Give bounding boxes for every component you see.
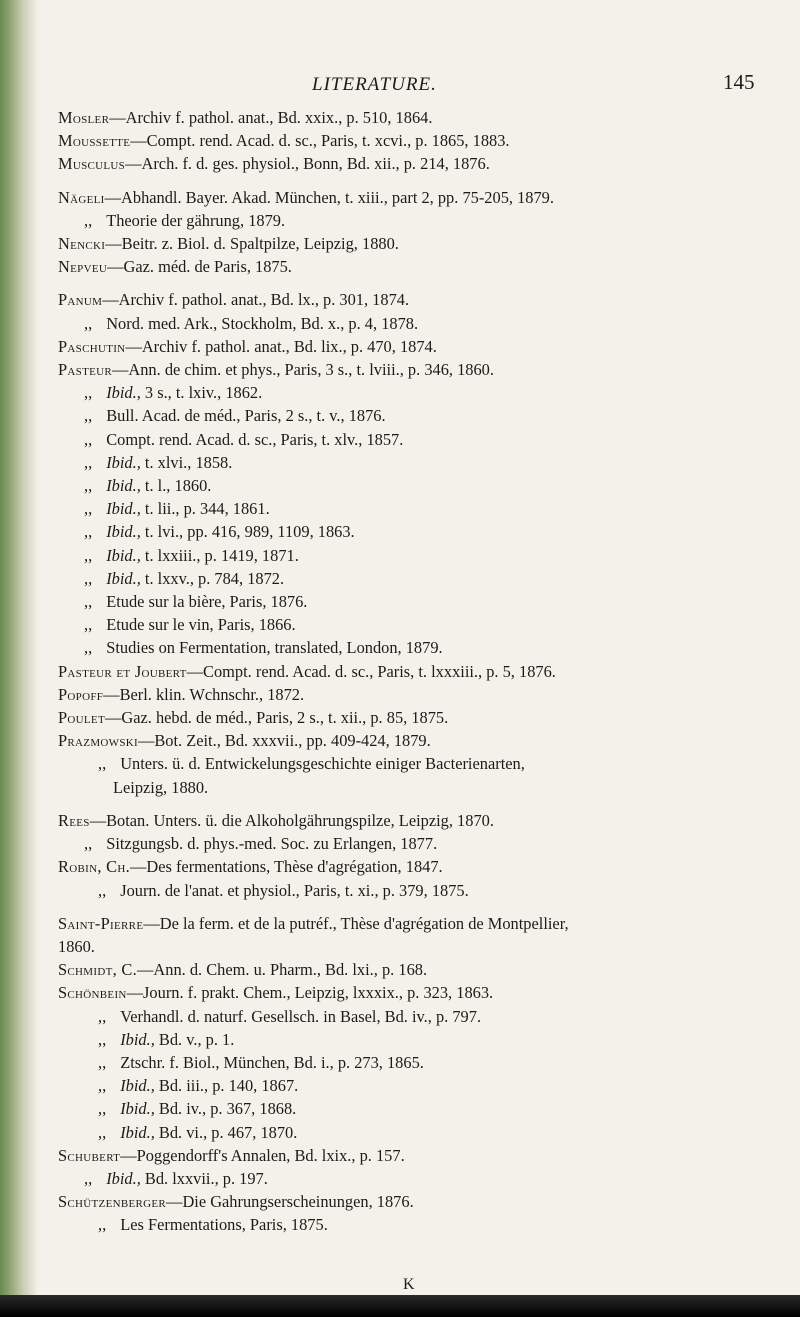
entry-citation: t. lxxiii., p. 1419, 1871. [140,545,299,565]
signature-mark: K [403,1276,415,1293]
ditto-mark: ,, [98,1006,107,1026]
ditto-mark: ,, [84,522,93,542]
entry-ibid: Ibid., [120,1099,155,1119]
bibliography-entry [58,660,773,683]
entry-citation: Bd. lxxvii., p. 197. [140,1168,268,1188]
bibliography-entry [58,613,773,636]
ditto-mark: ,, [84,568,93,588]
ditto-mark: ,, [84,592,93,612]
bibliography-entry [58,1190,773,1213]
entry-citation: Bd. iv., p. 367, 1868. [154,1099,297,1119]
bibliography-entry [58,451,773,474]
ditto-mark: ,, [84,452,93,472]
bibliography-entry [58,776,773,799]
entry-ibid: Ibid., [106,568,141,588]
bibliography-entry [58,358,773,381]
entry-author: Panum [58,290,103,310]
entry-citation: Nord. med. Ark., Stockholm, Bd. x., p. 4, 1878. [106,313,419,333]
entry-citation: —Archiv f. pathol. anat., Bd. lx., p. 301, 1874. [102,290,410,310]
ditto-mark: ,, [84,1168,93,1188]
entry-citation: Theorie der gährung, 1879. [106,210,286,230]
bibliography-entry [58,106,773,129]
entry-ibid: Ibid., [106,476,141,496]
bibliography-entry [58,288,773,311]
ditto-mark: ,, [84,638,93,658]
entry-citation: Compt. rend. Acad. d. sc., Paris, t. xlv., 1857. [106,429,404,449]
bibliography-entry [58,520,773,543]
entry-citation: 3 s., t. lxiv., 1862. [140,383,263,403]
entry-author: Prazmowski [58,731,138,751]
ditto-mark: ,, [84,210,93,230]
bibliography-entry [58,255,773,278]
entry-citation: —Compt. rend. Acad. d. sc., Paris, t. xcvi., p. 1865, 1883. [130,131,510,151]
ditto-mark: ,, [98,1076,107,1096]
entry-citation: Bd. iii., p. 140, 1867. [154,1076,299,1096]
entry-citation: Etude sur le vin, Paris, 1866. [106,615,296,635]
page-edge-shadow [0,0,38,1317]
ditto-mark: ,, [84,615,93,635]
entry-citation: Etude sur la bière, Paris, 1876. [106,592,308,612]
ditto-mark: ,, [84,545,93,565]
entry-citation: t. lxxv., p. 784, 1872. [140,568,285,588]
bibliography-entry [58,1121,773,1144]
bibliography-entry [58,1028,773,1051]
bibliography-entry [58,958,773,981]
entry-citation: Ztschr. f. Biol., München, Bd. i., p. 273, 1865. [120,1052,424,1072]
bibliography-entry [58,809,773,832]
entry-citation: Journ. de l'anat. et physiol., Paris, t. xi., p. 379, 1875. [120,880,469,900]
entry-citation: —Poggendorff's Annalen, Bd. lxix., p. 157. [120,1145,405,1165]
entry-citation: —De la ferm. et de la putréf., Thèse d'agrégation de Montpellier, [143,913,569,933]
entry-citation: —Arch. f. d. ges. physiol., Bonn, Bd. xii., p. 214, 1876. [125,154,490,174]
bibliography-entry [58,404,773,427]
entry-ibid: Ibid., [106,383,141,403]
entry-author: Schützenberger [58,1192,167,1212]
bibliography-entry [58,335,773,358]
bibliography-entry [58,152,773,175]
entry-ibid: Ibid., [106,522,141,542]
entry-citation: —Gaz. méd. de Paris, 1875. [107,257,292,277]
bibliography-entry [58,497,773,520]
ditto-mark: ,, [98,1052,107,1072]
running-title: LITERATURE. [312,74,437,95]
entry-author: Paschutin [58,336,126,356]
entry-citation: —Gaz. hebd. de méd., Paris, 2 s., t. xii., p. 85, 1875. [104,708,449,728]
entry-citation: —Compt. rend. Acad. d. sc., Paris, t. lxxxiii., p. 5, 1876. [186,661,556,681]
entry-author: Schmidt, C. [58,960,138,980]
bibliography-entry [58,981,773,1004]
ditto-mark: ,, [84,383,93,403]
entry-author: Nepveu [58,257,108,277]
entry-citation: Bd. vi., p. 467, 1870. [154,1122,298,1142]
ditto-mark: ,, [84,834,93,854]
entry-author: Moussette [58,131,131,151]
running-head [0,70,800,104]
bibliography-entry [58,752,773,775]
bibliography-entry [58,636,773,659]
ditto-mark: ,, [84,476,93,496]
entry-ibid: Ibid., [106,1168,141,1188]
entry-citation: t. lii., p. 344, 1861. [140,499,270,519]
bibliography-entry [58,1167,773,1190]
entry-citation: Bd. v., p. 1. [154,1029,235,1049]
bibliography-entry [58,1213,773,1236]
bibliography-entry [58,855,773,878]
entry-author: Poulet [58,708,105,728]
entry-author: Nencki [58,234,106,254]
entry-ibid: Ibid., [106,452,141,472]
bibliography-entry [58,1005,773,1028]
entry-author: Pasteur et Joubert [58,661,187,681]
ditto-mark: ,, [84,313,93,333]
entry-ibid: Ibid., [120,1029,155,1049]
entry-citation: —Archiv f. pathol. anat., Bd. lix., p. 470, 1874. [125,336,437,356]
ditto-mark: ,, [98,880,107,900]
ditto-mark: ,, [84,499,93,519]
entry-author: Rees [58,810,90,830]
bibliography-entry [58,1097,773,1120]
bibliography-entry [58,1144,773,1167]
bibliography-entry [58,1051,773,1074]
entry-author: Musculus [58,154,126,174]
ditto-mark: ,, [98,1215,107,1235]
bibliography-entry [58,729,773,752]
entry-author: Robin, Ch. [58,857,130,877]
bibliography-entry [58,567,773,590]
entry-citation: —Botan. Unters. ü. die Alkoholgährungspilze, Leipzig, 1870. [89,810,494,830]
bibliography-entry [58,1074,773,1097]
entry-citation: t. xlvi., 1858. [140,452,233,472]
bibliography-entry [58,129,773,152]
entry-ibid: Ibid., [120,1122,155,1142]
entry-author: Mosler [58,108,110,127]
entry-citation: Studies on Fermentation, translated, London, 1879. [106,638,443,658]
bibliography-entry [58,590,773,613]
ditto-mark: ,, [98,1029,107,1049]
ditto-mark: ,, [98,1122,107,1142]
entry-citation: —Bot. Zeit., Bd. xxxvii., pp. 409-424, 1879. [137,731,431,751]
entry-citation: Verhandl. d. naturf. Gesellsch. in Basel, Bd. iv., p. 797. [120,1006,482,1026]
bibliography-entry [58,706,773,729]
entry-citation: —Beitr. z. Biol. d. Spaltpilze, Leipzig, 1880. [105,234,399,254]
ditto-mark: ,, [98,754,107,774]
ditto-mark: ,, [84,406,93,426]
entry-citation: —Ann. d. Chem. u. Pharm., Bd. lxi., p. 168. [137,960,428,980]
scan-bottom-edge [0,1295,800,1317]
entry-ibid: Ibid., [120,1076,155,1096]
entry-citation: —Die Gahrungserscheinungen, 1876. [166,1192,414,1212]
bibliography-entry [58,832,773,855]
ditto-mark: ,, [84,429,93,449]
bibliography-entry [58,474,773,497]
entry-citation: —Berl. klin. Wchnschr., 1872. [103,684,305,704]
entry-author: Pasteur [58,360,112,380]
bibliography-entry [58,232,773,255]
bibliography-entry [58,683,773,706]
entry-citation: Bull. Acad. de méd., Paris, 2 s., t. v., 1876. [106,406,386,426]
entry-citation: —Journ. f. prakt. Chem., Leipzig, lxxxix., p. 323, 1863. [126,983,494,1003]
bibliography-entry [58,209,773,232]
page-number: 145 [723,70,755,94]
entry-citation: Sitzgungsb. d. phys.-med. Soc. zu Erlangen, 1877. [106,834,438,854]
entry-citation: Les Fermentations, Paris, 1875. [120,1215,328,1235]
entry-author: Popoff [58,684,104,704]
bibliography-entry [58,312,773,335]
bibliography-entry [58,935,773,958]
bibliography-list [58,106,773,1237]
entry-citation: t. l., 1860. [140,476,212,496]
entry-citation: —Ann. de chim. et phys., Paris, 3 s., t. lviii., p. 346, 1860. [112,360,494,380]
ditto-mark: ,, [98,1099,107,1119]
entry-citation: 1860. [58,936,95,956]
entry-citation: —Abhandl. Bayer. Akad. München, t. xiii., part 2, pp. 75-205, 1879. [104,187,554,207]
entry-author: Saint-Pierre [58,913,144,933]
bibliography-entry [58,912,773,935]
bibliography-entry [58,381,773,404]
entry-ibid: Ibid., [106,545,141,565]
bibliography-entry [58,428,773,451]
entry-author: Schönbein [58,983,127,1003]
entry-ibid: Ibid., [106,499,141,519]
entry-citation: t. lvi., pp. 416, 989, 1109, 1863. [140,522,355,542]
entry-author: Schubert [58,1145,121,1165]
entry-citation: —Archiv f. pathol. anat., Bd. xxix., p. 510, 1864. [109,108,433,127]
bibliography-entry [58,544,773,567]
entry-citation: Unters. ü. d. Entwickelungsgeschichte einiger Bacterienarten, [120,754,525,774]
bibliography-entry [58,186,773,209]
entry-author: Nägeli [58,187,105,207]
entry-citation: Leipzig, 1880. [113,777,209,797]
entry-citation: —Des fermentations, Thèse d'agrégation, 1847. [130,857,443,877]
bibliography-entry [58,879,773,902]
